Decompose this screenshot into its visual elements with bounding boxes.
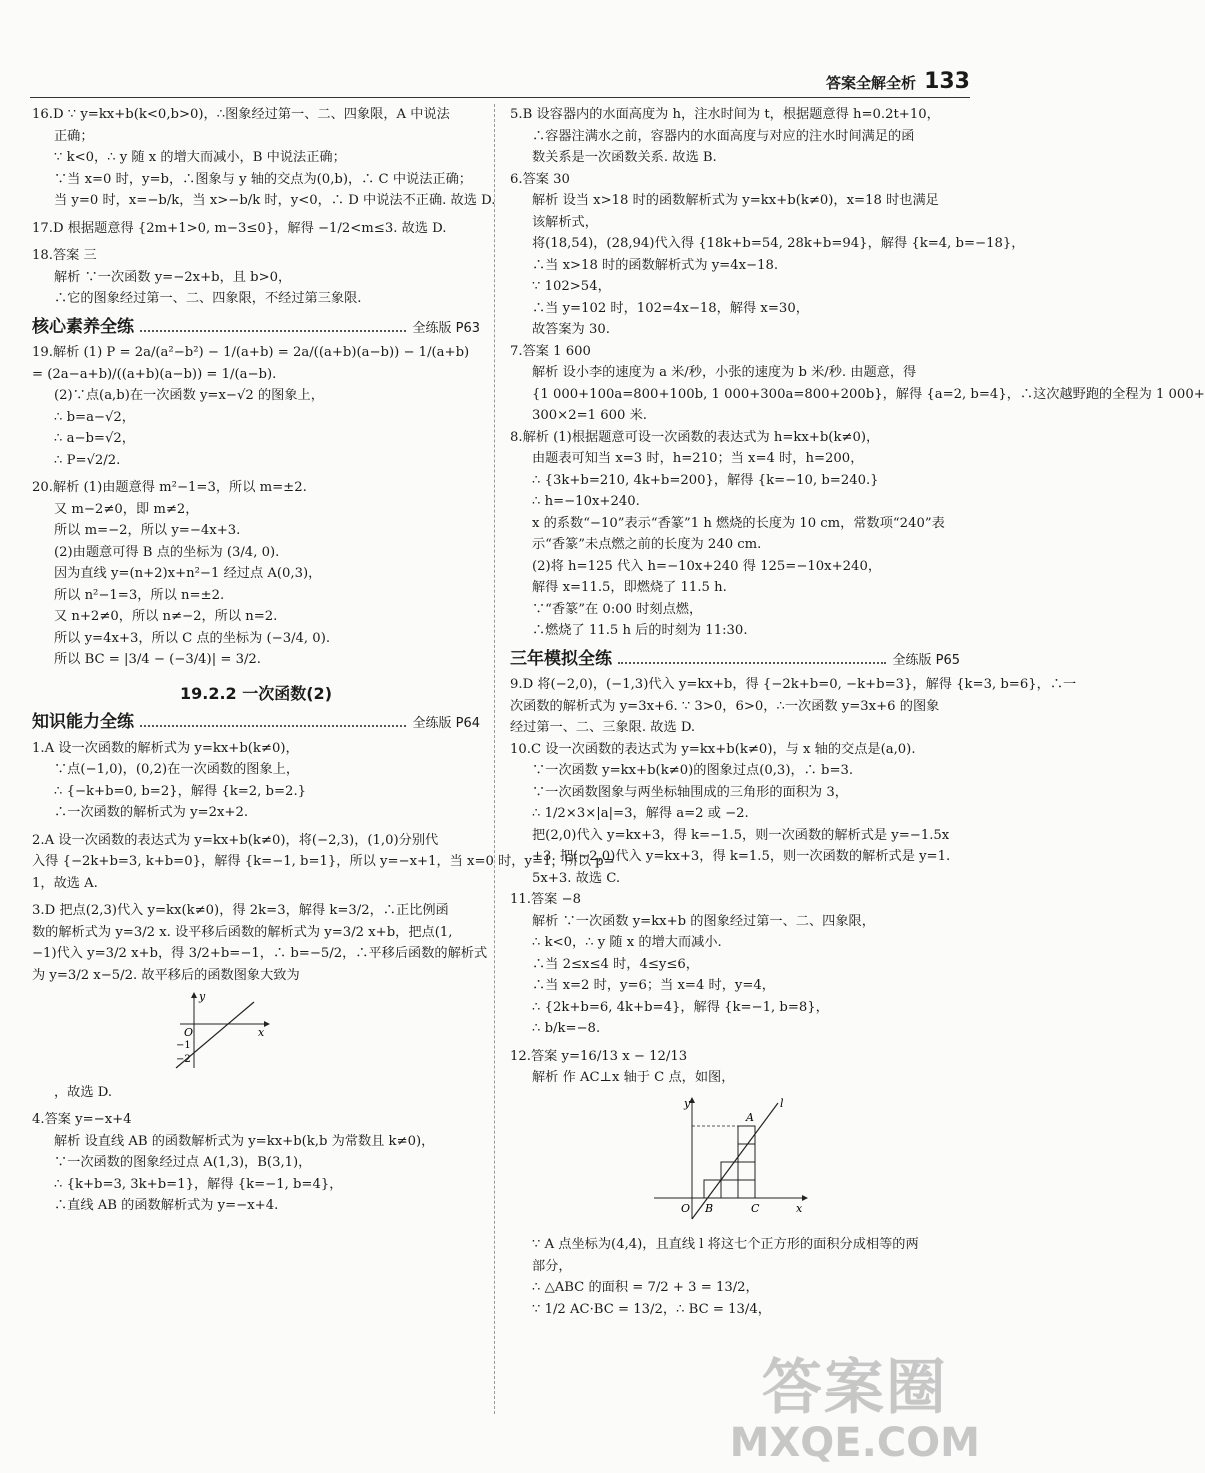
page-number: 133 <box>924 69 970 94</box>
graph-y-label: y <box>684 1096 691 1110</box>
answer-line: = (2a−a+b)/((a+b)(a−b)) = 1/(a−b). <box>32 366 277 382</box>
graph-tick-label: −2 <box>176 1054 191 1065</box>
answer-line: 3.D 把点(2,3)代入 y=kx(k≠0)，得 2k=3，解得 k=3/2，∴正比例函 <box>32 903 449 918</box>
watermark-url: MXQE.COM <box>729 1420 980 1466</box>
section-ref: 全练版 P65 <box>892 652 960 668</box>
answer-line: 8.解析 (1)根据题意可设一次函数的表达式为 h=kx+b(k≠0)， <box>510 429 880 445</box>
answer-line: 数的解析式为 y=3/2 x. 设平移后函数的解析式为 y=3/2 x+b，把点(1, <box>32 924 453 940</box>
answer-line: 解析 ∵一次函数 y=kx+b 的图象经过第一、二、四象限， <box>532 913 875 929</box>
answer-line: ∵一次函数的图象经过点 A(1,3)，B(3,1)， <box>54 1155 312 1170</box>
answer-line: ∴ {2k+b=6, 4k+b=4}，解得 {k=−1, b=8}， <box>532 999 829 1015</box>
answer-line: ，故选 D. <box>54 1084 113 1100</box>
answer-line: 所以 y=4x+3，所以 C 点的坐标为 (−3/4, 0). <box>54 630 331 646</box>
header-rule <box>30 97 970 98</box>
answer-line: 把(2,0)代入 y=kx+3，得 k=−1.5，则一次函数的解析式是 y=−1.5x <box>532 827 950 843</box>
answer-line: ∴燃烧了 11.5 h 后的时刻为 11:30. <box>532 623 748 638</box>
section-heading-three-year <box>510 649 960 672</box>
section-title: 三年模拟全练 <box>510 648 612 669</box>
answer-line: 300×2=1 600 米. <box>532 408 647 423</box>
answer-line: 又 m−2≠0，即 m≠2， <box>54 501 199 517</box>
section-heading-core <box>32 317 480 340</box>
answer-line: ∵ 102>54， <box>532 279 611 294</box>
answer-line: 所以 n²−1=3，所以 n=±2. <box>54 587 225 603</box>
answer-line: 当 y=0 时，x=−b/k，当 x>−b/k 时，y<0，∴ D 中说法不正确. 故选 D. <box>54 193 496 208</box>
site-watermark <box>730 1355 980 1465</box>
answer-line: 由题表可知当 x=3 时，h=210；当 x=4 时，h=200， <box>532 451 864 466</box>
answer-line: ∴一次函数的解析式为 y=2x+2. <box>54 805 249 820</box>
section-ref: 全练版 P64 <box>412 716 480 731</box>
answer-line: 又 n+2≠0，所以 n≠−2，所以 n=2. <box>54 609 278 624</box>
answer-line: 5x+3. 故选 C. <box>532 870 621 886</box>
answer-line: 故答案为 30. <box>532 322 610 337</box>
answer-line: ∴容器注满水之前，容器内的水面高度与对应的注水时间满足的函 <box>532 128 915 144</box>
answer-line: (2)由题意可得 B 点的坐标为 (3/4, 0). <box>54 544 280 560</box>
answer-line: ∵ A 点坐标为(4,4)，且直线 l 将这七个正方形的面积分成相等的两 <box>532 1237 919 1252</box>
header-title: 答案全解全析 <box>826 73 917 92</box>
answer-line: 1，故选 A. <box>32 875 98 891</box>
answer-line: 12.答案 y=16/13 x − 12/13 <box>510 1048 688 1064</box>
answer-line: 7.答案 1 600 <box>510 343 591 359</box>
answer-line: 10.C 设一次函数的表达式为 y=kx+b(k≠0)，与 x 轴的交点是(a,0). <box>510 741 916 757</box>
section-heading-knowledge <box>32 712 480 735</box>
answer-line: ∴ {−k+b=0, b=2}，解得 {k=2, b=2.} <box>54 783 307 799</box>
answer-line: 1.A 设一次函数的解析式为 y=kx+b(k≠0)， <box>32 740 299 756</box>
answer-line: ∴ b/k=−8. <box>532 1021 601 1036</box>
answer-line: ∵点(−1,0)，(0,2)在一次函数的图象上， <box>54 762 300 777</box>
graph-x-label: x <box>796 1201 803 1215</box>
graph-tick-label: −1 <box>176 1040 191 1051</box>
answer-line: ∴直线 AB 的函数解析式为 y=−x+4. <box>54 1198 279 1213</box>
answer-line: 正确； <box>54 128 94 144</box>
answer-line: 解析 设当 x>18 时的函数解析式为 y=kx+b(k≠0)，x=18 时也满足 <box>532 193 939 208</box>
answer-line: 20.解析 (1)由题意得 m²−1=3，所以 m=±2. <box>32 480 307 495</box>
right-column <box>510 104 1205 1320</box>
answer-line: ∴它的图象经过第一、二、四象限，不经过第三象限. <box>54 291 362 306</box>
answer-line: ∴当 x>18 时的函数解析式为 y=4x−18. <box>532 257 779 273</box>
answer-line: 2.A 设一次函数的表达式为 y=kx+b(k≠0)，将(−2,3)，(1,0)分别代 <box>32 832 439 848</box>
answer-line: 经过第一、二、三象限. 故选 D. <box>510 720 696 735</box>
section-title: 知识能力全练 <box>32 712 134 732</box>
graph-point-c-label: C <box>751 1201 760 1215</box>
answer-line: 次函数的解析式为 y=3x+6. ∵ 3>0，6>0，∴一次函数 y=3x+6 的图象 <box>510 698 940 714</box>
answer-line: 解析 作 AC⊥x 轴于 C 点，如图， <box>532 1070 735 1085</box>
answer-line: ∴ {3k+b=210, 4k+b=200}，解得 {k=−10, b=240.} <box>532 472 879 488</box>
graph-origin-label: O <box>681 1201 691 1215</box>
answer-line: 解得 x=11.5，即燃烧了 11.5 h. <box>532 580 727 595</box>
answer-line: ∵“香篆”在 0:00 时刻点燃， <box>532 601 703 617</box>
answer-line: (2)将 h=125 代入 h=−10x+240 得 125=−10x+240， <box>532 558 882 574</box>
answer-line: ∴ △ABC 的面积 = 7/2 + 3 = 13/2， <box>532 1280 759 1295</box>
answer-line: 9.D 将(−2,0)，(−1,3)代入 y=kx+b，得 {−2k+b=0, −k+b=3}，解得 {k=3, b=6}，∴一 <box>510 677 1077 692</box>
answer-line: −1)代入 y=3/2 x+b，得 3/2+b=−1，∴ b=−5/2，∴平移后函数的解析式 <box>32 946 488 961</box>
graph-point-b-label: B <box>705 1201 714 1215</box>
answer-line: ∴ b=a−√2， <box>54 409 135 425</box>
answer-line: 解析 ∵一次函数 y=−2x+b，且 b>0， <box>54 269 292 285</box>
answer-line: 因为直线 y=(n+2)x+n²−1 经过点 A(0,3)， <box>54 566 322 581</box>
answer-line: +3. 把(−2,0)代入 y=kx+3，得 k=1.5，则一次函数的解析式是 y=1. <box>532 849 951 864</box>
answer-line: 示“香篆”未点燃之前的长度为 240 cm. <box>532 537 762 552</box>
answer-line: 11.答案 −8 <box>510 892 581 907</box>
dotted-leader <box>140 330 406 332</box>
answer-line: ∵ 1/2 AC·BC = 13/2，∴ BC = 13/4， <box>532 1301 771 1317</box>
answer-line: ∴当 x=2 时，y=6；当 x=4 时，y=4， <box>532 978 775 993</box>
squares-line-graph <box>650 1093 810 1223</box>
answer-line: ∵ k<0，∴ y 随 x 的增大而减小，B 中说法正确； <box>54 150 346 165</box>
answer-line: 该解析式， <box>532 214 598 230</box>
column-divider <box>494 104 495 1414</box>
answer-line: 所以 m=−2，所以 y=−4x+3. <box>54 523 241 538</box>
section-title: 核心素养全练 <box>32 316 134 337</box>
answer-line: 17.D 根据题意得 {2m+1>0, m−3≤0}，解得 −1/2<m≤3. 故选 D. <box>32 220 447 236</box>
dotted-leader <box>618 662 886 664</box>
shifted-line-graph <box>172 990 272 1070</box>
graph-x-label: x <box>258 1026 265 1039</box>
answer-line: ∵当 x=0 时，y=b，∴图象与 y 轴的交点为(0,b)，∴ C 中说法正确； <box>54 171 472 187</box>
answer-line: 将(18,54)，(28,94)代入得 {18k+b=54, 28k+b=94}，解得 {k=4, b=−18}， <box>532 236 1025 251</box>
answer-line: 6.答案 30 <box>510 171 570 187</box>
answer-line: 5.B 设容器内的水面高度为 h，注水时间为 t，根据题意得 h=0.2t+10， <box>510 107 940 122</box>
answer-line: ∴ 1/2×3×|a|=3，解得 a=2 或 −2. <box>532 806 749 821</box>
answer-line: 19.解析 (1) P = 2a/(a²−b²) − 1/(a+b) = 2a/((a+b)(a−b)) − 1/(a+b) <box>32 345 470 360</box>
answer-line: 解析 设直线 AB 的函数解析式为 y=kx+b(k,b 为常数且 k≠0)， <box>54 1133 435 1149</box>
answer-line: x 的系数“−10”表示“香篆”1 h 燃烧的长度为 10 cm，常数项“240”表 <box>532 515 945 531</box>
answer-line: 4.答案 y=−x+4 <box>32 1112 132 1127</box>
answer-line: ∴当 y=102 时，102=4x−18，解得 x=30， <box>532 300 809 316</box>
section-ref: 全练版 P63 <box>412 320 480 336</box>
answer-line: 部分， <box>532 1258 572 1274</box>
answer-line: 18.答案 三 <box>32 248 97 263</box>
page-header <box>826 60 970 94</box>
dotted-leader <box>140 725 406 727</box>
answer-line: ∴ h=−10x+240. <box>532 494 640 509</box>
answer-line: 解析 设小李的速度为 a 米/秒，小张的速度为 b 米/秒. 由题意，得 <box>532 365 917 380</box>
graph-y-label: y <box>199 990 206 1003</box>
answer-line: 数关系是一次函数关系. 故选 B. <box>532 150 717 165</box>
answer-line: 16.D ∵ y=kx+b(k<0,b>0)，∴图象经过第一、二、四象限，A 中说法 <box>32 107 450 122</box>
answer-line: 为 y=3/2 x−5/2. 故平移后的函数图象大致为 <box>32 967 300 983</box>
watermark-text: 答案圈 <box>761 1353 948 1423</box>
lesson-title: 19.2.2 一次函数(2) <box>179 683 333 703</box>
answer-line: 入得 {−2k+b=3, k+b=0}，解得 {k=−1, b=1}，所以 y=−x+1，当 x=0 时，y=1，所以 p= <box>32 854 615 869</box>
answer-line: ∴ P=√2/2. <box>54 452 121 468</box>
answer-line: (2)∵点(a,b)在一次函数 y=x−√2 的图象上， <box>54 388 324 403</box>
answer-line: ∴当 2≤x≤4 时，4≤y≤6， <box>532 956 699 972</box>
answer-line: ∵一次函数图象与两坐标轴围成的三角形的面积为 3， <box>532 784 848 800</box>
answer-line: {1 000+100a=800+100b, 1 000+300a=800+200b}，解得 {a=2, b=4}，∴这次越野跑的全程为 1 000+ <box>532 386 1205 402</box>
answer-line: ∴ {k+b=3, 3k+b=1}，解得 {k=−1, b=4}， <box>54 1176 343 1192</box>
answer-line: ∴ a−b=√2， <box>54 431 135 446</box>
graph-origin-label: O <box>184 1026 194 1039</box>
graph-line-l-label: l <box>780 1096 784 1110</box>
answer-line: 所以 BC = |3/4 − (−3/4)| = 3/2. <box>54 652 261 667</box>
graph-point-a-label: A <box>746 1110 754 1124</box>
answer-line: ∴ k<0，∴ y 随 x 的增大而减小. <box>532 935 722 950</box>
answer-line: ∵一次函数 y=kx+b(k≠0)的图象过点(0,3)，∴ b=3. <box>532 763 854 778</box>
